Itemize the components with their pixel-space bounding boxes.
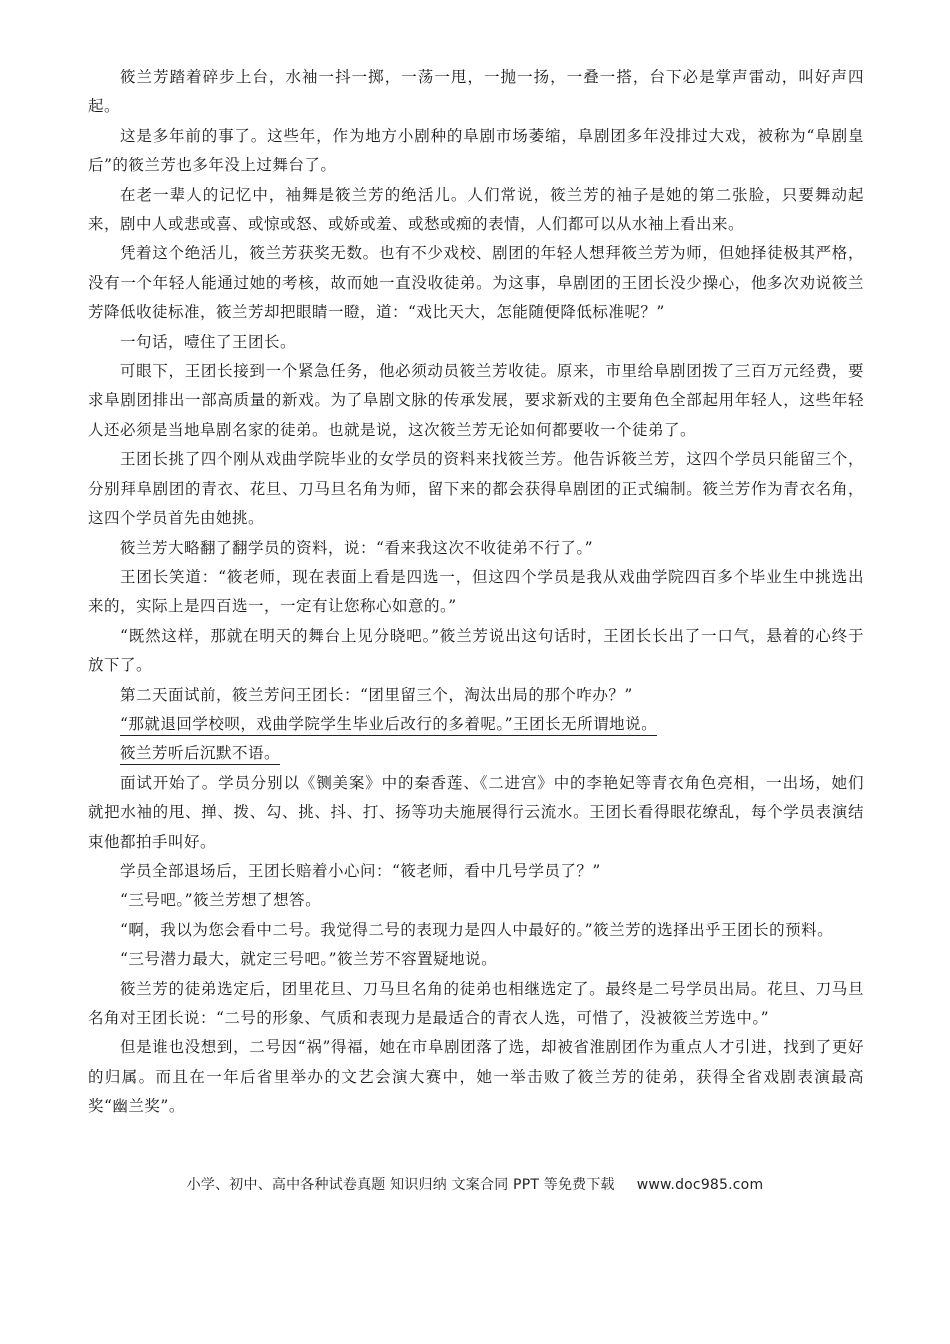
paragraph: 筱兰芳踏着碎步上台，水袖一抖一掷，一荡一甩，一抛一扬，一叠一搭，台下必是掌声雷动，叫好声四起。	[88, 68, 864, 116]
paragraph: 面试开始了。学员分别以《铡美案》中的秦香莲、《二进宫》中的李艳妃等青衣角色亮相，一出场，她们就把水袖的甩、掸、拨、勾、挑、抖、打、扬等功夫施展得行云流水。王团长看得眼花缭乱，每个学员表演结束他都拍手叫好。	[88, 773, 864, 851]
paragraph: “三号吧。”筱兰芳想了想答。	[120, 891, 322, 910]
footer-site-link[interactable]: www.doc985.com	[636, 1177, 764, 1193]
underlined-paragraph	[88, 710, 864, 739]
paragraph: 一句话，噎住了王团长。	[120, 332, 297, 351]
underlined-paragraph	[88, 739, 864, 768]
paragraph: “啊，我以为您会看中二号。我觉得二号的表现力是四人中最好的。”筱兰芳的选择出乎王团长的预料。	[120, 920, 834, 939]
paragraph: 在老一辈人的记忆中，袖舞是筱兰芳的绝活儿。人们常说，筱兰芳的袖子是她的第二张脸，只要舞动起来，剧中人或悲或喜、或惊或怒、或娇或羞、或愁或痴的表情，人们都可以从水袖上看出来。	[88, 185, 864, 234]
paragraph: 筱兰芳大略翻了翻学员的资料，说：“看来我这次不收徒弟不行了。”	[120, 538, 594, 557]
paragraph: 凭着这个绝活儿，筱兰芳获奖无数。也有不少戏校、剧团的年轻人想拜筱兰芳为师，但她择徒极其严格，没有一个年轻人能通过她的考核，故而她一直没收徒弟。为这事，阜剧团的王团长没少操心，他多次劝说筱兰芳降低收徒标准，筱兰芳却把眼睛一瞪，道：“戏比天大，怎能随便降低标准呢？”	[88, 244, 864, 322]
paragraph: 这是多年前的事了。这些年，作为地方小剧种的阜剧市场萎缩，阜剧团多年没排过大戏，被称为“阜剧皇后”的筱兰芳也多年没上过舞台了。	[88, 126, 864, 175]
underlined-text: “那就退回学校呗，戏曲学院学生毕业后改行的多着呢。”王团长无所谓地说。	[120, 715, 657, 736]
paragraph: 第二天面试前，筱兰芳问王团长：“团里留三个，淘汰出局的那个咋办？”	[120, 685, 633, 704]
paragraph: “三号潜力最大，就定三号吧。”筱兰芳不容置疑地说。	[120, 950, 498, 969]
paragraph: 但是谁也没想到，二号因“祸”得福，她在市阜剧团落了选，却被省淮剧团作为重点人才引进，找到了更好的归属。而且在一年后省里举办的文艺会演大赛中，她一举击败了筱兰芳的徒弟，获得全省戏剧表演最高奖“幽兰奖”。	[88, 1038, 864, 1116]
paragraph: 学员全部退场后，王团长赔着小心问：“筱老师，看中几号学员了？”	[120, 861, 601, 880]
paragraph: 可眼下，王团长接到一个紧急任务，他必须动员筱兰芳收徒。原来，市里给阜剧团拨了三百万元经费，要求阜剧团排出一部高质量的新戏。为了阜剧文脉的传承发展，要求新戏的主要角色全部起用年轻人，这些年轻人还必须是当地阜剧名家的徒弟。也就是说，这次筱兰芳无论如何都要收一个徒弟了。	[88, 362, 864, 439]
paragraph: 筱兰芳的徒弟选定后，团里花旦、刀马旦名角的徒弟也相继选定了。最终是二号学员出局。花旦、刀马旦名角对王团长说：“二号的形象、气质和表现力是最适合的青衣人选，可惜了，没被筱兰芳选中。”	[88, 979, 864, 1027]
footer-text: 小学、初中、高中各种试卷真题 知识归纳 文案合同 PPT 等免费下载	[186, 1177, 615, 1193]
paragraph: 王团长挑了四个刚从戏曲学院毕业的女学员的资料来找筱兰芳。他告诉筱兰芳，这四个学员只能留三个，分别拜阜剧团的青衣、花旦、刀马旦名角为师，留下来的都会获得阜剧团的正式编制。筱兰芳作为青衣名角，这四个学员首先由她挑。	[88, 450, 864, 528]
page-footer	[0, 1174, 950, 1194]
underlined-text: 筱兰芳听后沉默不语。	[120, 744, 280, 765]
paragraph: “既然这样，那就在明天的舞台上见分晓吧。”筱兰芳说出这句话时，王团长长出了一口气，悬着的心终于放下了。	[88, 626, 864, 675]
document-body	[88, 63, 864, 1122]
paragraph: 王团长笑道：“筱老师，现在表面上看是四选一，但这四个学员是我从戏曲学院四百多个毕业生中挑选出来的，实际上是四百选一，一定有让您称心如意的。”	[88, 567, 864, 616]
